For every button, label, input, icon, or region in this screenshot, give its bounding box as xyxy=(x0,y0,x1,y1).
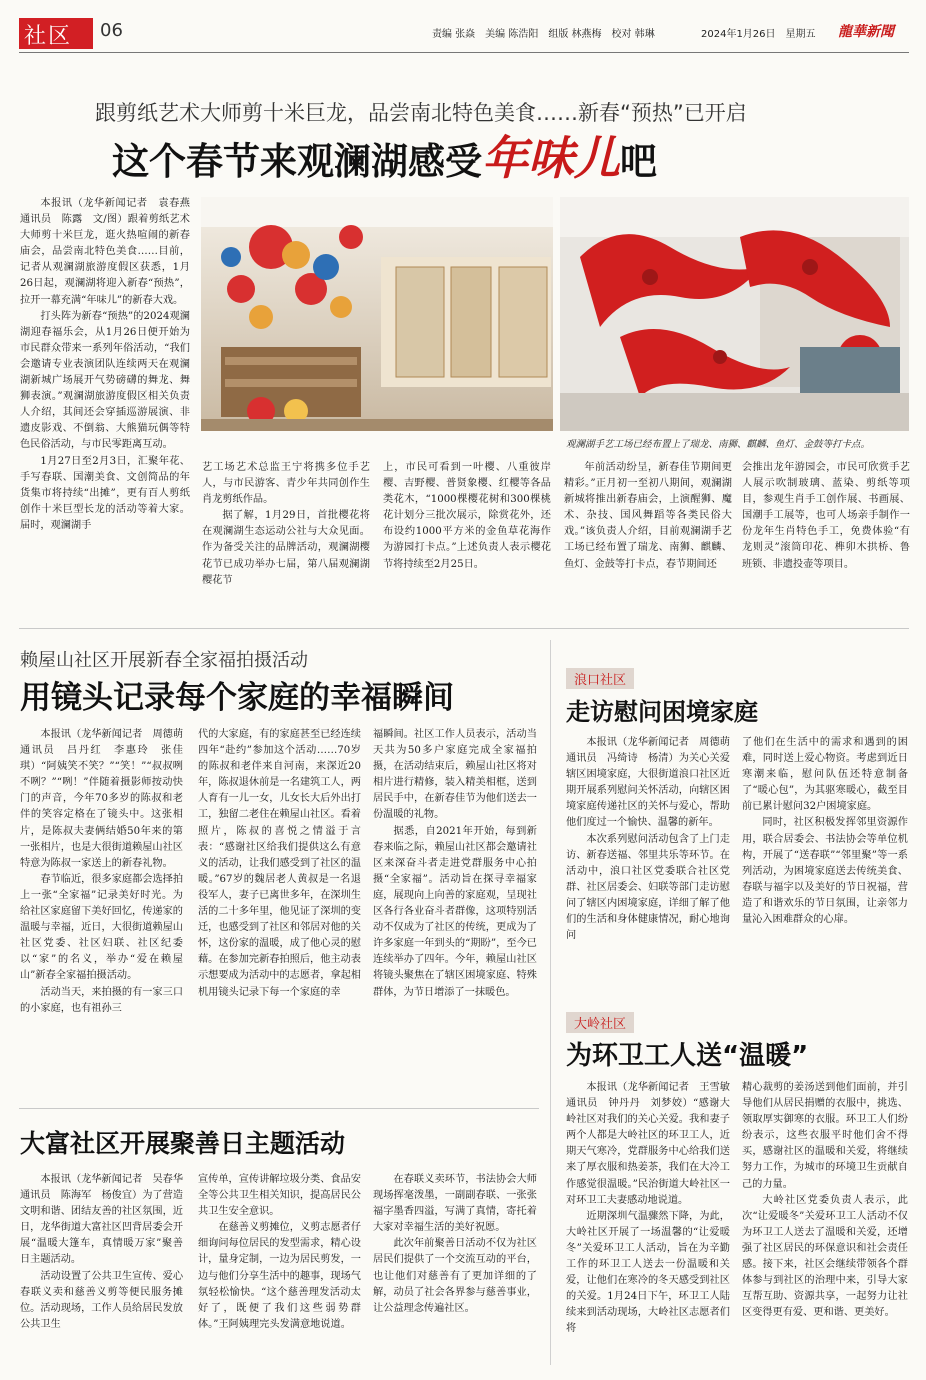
story5-column-2: 宣传单，宣传讲解垃圾分类、食品安全等公共卫生相关知识，提高居民公共卫生安全意识。 在慈善义剪摊位，义剪志愿者仔细询问每位居民的发型需求，精心设计，量身定制，一边为居民剪发，一边与他们分享生活中的趣事，现场气氛轻松愉快。“这个慈善理发活动太好了，既便了我们这些弱势群体。”王阿姨理完头发满意地说道。 xyxy=(198,1174,362,1330)
lead-column-4: 年前活动纷呈，新春佳节期间更精彩。”正月初一至初八期间，观澜湖新城将推出新春庙会，上演醒狮、魔术、杂技、国风舞蹈等各类民俗大戏。”该负责人介绍，目前观澜湖手艺工场已经布置了瑞龙、南狮、麒麟、鱼灯、金鼓等打卡点，春节期间还 xyxy=(564,462,732,570)
story2-kicker: 赖屋山社区开展新春全家福拍摄活动 xyxy=(20,650,308,671)
story3-column-1: 本报讯（龙华新闻记者 周德萌 通讯员 冯绮诗 杨清）为关心关爱辖区困境家庭，大很街道浪口社区近期开展系列慰问关怀活动，向辖区困境家庭传递社区的关怀与爱心，帮助他们度过一个愉快、温馨的新年。 本次系列慰问活动包含了上门走访、新春送福、邻里共乐等环节。在活动中，浪口社区党委联合社区党群、社区居委会、妇联等部门走访慰问了辖区内困境家庭，详细了解了他们的生活和身体健康情况，耐心地询问 xyxy=(566,737,741,942)
story5-column-1: 本报讯（龙华新闻记者 吴春华 通讯员 陈海军 杨俊宜）为了营造文明和谐、团结友善的社区氛围，近日，龙华街道大富社区凹背居委会开展“温暖大篷车，真情暖万家”聚善日主题活动。 活动设置了公共卫生宣传、爱心春联义卖和慈善义剪等便民服务摊位。活动现场，工作人员给居民发放公共卫生 xyxy=(20,1174,194,1330)
story5-top-rule xyxy=(19,1108,539,1109)
story4-column-2: 精心裁剪的姜汤送到他们面前，并引导他们从居民捐赠的衣服中，挑选、领取厚实御寒的衣服。环卫工人们纷纷表示，这些衣服平时他们舍不得买，感谢社区的温暖和关爱，将继续努力工作，为城市的环境卫生贡献自己的力量。 大岭社区党委负责人表示，此次“让爱暖冬”关爱环卫工人活动不仅为环卫工人送去了温暖和关爱，还增强了社区居民的环保意识和社会责任感。接下来，社区会继续带领各个群体参与到社区的治理中来，引导大家互帮互助、资源共享，一起努力让社区变得更有爱、更和谐、更美好。 xyxy=(742,1082,908,1319)
story2-headline: 用镜头记录每个家庭的幸福瞬间 xyxy=(20,680,454,716)
photo-caption: 观澜湖手艺工场已经布置上了瑞龙、南狮、麒麟、鱼灯、金鼓等打卡点。 xyxy=(566,439,871,450)
lead-headline-accent: 年味儿 xyxy=(482,131,620,185)
story2-column-1: 本报讯（龙华新闻记者 周德萌 通讯员 吕丹红 李惠玲 张佳琪）“阿姨笑不笑？”“笑！”“叔叔咧不咧？”“咧！”伴随着摄影师按动快门的声音，今年70多岁的陈叔和老伴的笑容定格在了镜头中。这张相片，是陈叔夫妻俩结婚50年来的第一张相片，也是大很街道赖屋山社区特意为陈叔一家送上的新春礼物。 春节临近，很多家庭都会选择拍上一张“全家福”记录美好时光。为给社区家庭留下美好回忆，传递家的温暖与幸福，近日，大很街道赖屋山社区党委、社区妇联、社区纪委以“家”的名义，举办“爱在赖屋山”新春全家福拍摄活动。 活动当天，来拍摄的有一家三口的小家庭，也有祖孙三 xyxy=(20,729,194,1014)
lead-column-3: 上，市民可看到一叶樱、八重彼岸樱、吉野樱、普贤象樱、红樱等各品类花木，“1000棵樱花树和300棵桃花计划分三批次展示，除赏花外，还布设约1000平方米的金鱼草花海作为游园打卡点。”上述负责人表示樱花节将持续至2月25日。 xyxy=(383,462,551,570)
lead-column-1: 本报讯（龙华新闻记者 袁春燕 通讯员 陈露 文/图）跟着剪纸艺术大师剪十米巨龙，逛火热喧闹的新春庙会，品尝南北特色美食……目前，记者从观澜湖旅游度假区获悉，1月26日起，观澜湖将迎入新春“预热”，拉开一幕充满“年味儿”的新春大戏。 打头阵为新春“预热”的2024观澜湖迎春福乐会，从1月26日便开始为市民群众带来一系列年俗活动，“我们会邀请专业表演团队连续两天在观澜湖新城广场展开气势磅礴的舞龙、舞狮表演。”观澜湖旅游度假区相关负责人介绍，其间还会穿插巡游展演、非遗皮影戏、不倒翁、大熊猫玩偶等特色民俗活动，与市民零距离互动。 1月27日至2月3日，汇聚年花、手写春联、国潮美食、文创简品的年货集市将持续“出摊”，更有百人剪纸创作十米巨型长龙的活动等着大家。届时，观澜湖手 xyxy=(20,198,201,531)
story4-tag: 大岭社区 xyxy=(566,1012,634,1033)
story4-column-1: 本报讯（龙华新闻记者 王雪敏 通讯员 钟丹丹 刘梦姣）“感谢大岭社区对我们的关心关爱。我和妻子两个人都是大岭社区的环卫工人，近期天气寒冷，党群服务中心给我们送来了厚衣服和热姜茶，我们在大冷工作感觉很温暖。”民治街道大岭社区一对环卫工夫妻感动地说道。 近期深圳气温骤然下降，为此，大岭社区开展了一场温馨的“让爱暖冬”关爱环卫工人活动，旨在为辛勤工作的环卫工人送去一份温暖和关爱，让他们在寒冷的冬天感受到社区的关爱。1月24日下午，环卫工人陆续来到活动现场，大岭社区志愿者们将 xyxy=(566,1082,741,1335)
story5-headline: 大富社区开展聚善日主题活动 xyxy=(20,1129,346,1158)
lead-photo-papercut xyxy=(560,197,909,431)
story3-tag: 浪口社区 xyxy=(566,668,634,689)
masthead-rule xyxy=(19,52,909,53)
newspaper-logo: 龍華新聞 xyxy=(838,24,894,40)
story3-headline: 走访慰问困境家庭 xyxy=(566,698,758,726)
editors-line: 责编 张焱 美编 陈浩阳 组版 林燕梅 校对 韩琳 xyxy=(432,29,655,40)
story3-column-2: 了他们在生活中的需求和遇到的困难，同时送上爱心物资。考虑到近日寒潮来临，慰问队伍还特意制备了“暖心包”，为其驱寒暖心，截至目前已累计慰问32户困境家庭。 同时，社区积极发挥邻里资源作用，联合居委会、书法协会等单位机构，开展了“送春联”“邻里聚”等一系列活动，为困境家庭送去传统美食、春联与福字以及美好的节日祝福，营造了和谐欢乐的节日氛围，让亲邻力量沁入困难群众的心扉。 xyxy=(742,737,908,926)
lead-photo-shop-image xyxy=(201,197,553,431)
column-divider xyxy=(550,640,551,1365)
issue-date: 2024年1月26日 星期五 xyxy=(701,29,816,40)
page-number: 06 xyxy=(100,20,123,41)
story2-column-2: 代的大家庭，有的家庭甚至已经连续四年“赴约”参加这个活动……70岁的陈叔和老伴来自河南，来深近20年，陈叔退休前是一名建筑工人，两人育有一儿一女，儿女长大后外出打工，独留二老住在赖屋山社区。看着照片，陈叔的喜悦之情溢于言表：“感谢社区给我们提供这么有意义的活动，让我们感受到了社区的温暖。”67岁的魏居老人黄叔是一名退役军人，妻子已离世多年，在深圳生活的二十多年里，他见证了深圳的变迁，也感受到了社区和邻居对他的关怀，这份家的温暖，成了他心灵的慰藉。在参加完新春拍照后，他主动表示想要成为活动中的志愿者，拿起相机用镜头记录下每一个家庭的幸 xyxy=(198,729,361,998)
section-label: 社区 xyxy=(24,24,73,49)
masthead xyxy=(0,0,926,60)
lead-column-5: 会推出龙年游园会，市民可欣赏手艺人展示吹制玻璃、蓝染、剪纸等项目，参观生肖手工创作展、书画展、国潮手工展等，也可人场亲手制作一份龙年生肖特色手工，免费体验“有龙则灵”滚筒印花、榫卯木拱桥、鲁班锁、非遗投壶等项目。 xyxy=(742,462,910,570)
lead-bottom-rule xyxy=(19,628,909,629)
lead-photo-shop xyxy=(201,197,553,431)
lead-headline-part1: 这个春节来观澜湖感受 xyxy=(112,140,482,183)
lead-photo-papercut-image xyxy=(560,197,909,431)
lead-kicker: 跟剪纸艺术大师剪十米巨龙，品尝南北特色美食……新春“预热”已开启 xyxy=(95,101,747,125)
story5-column-3: 在春联义卖环节，书法协会大师现场挥毫泼墨，一副副春联、一张张福字墨香四溢，写满了真情，寄托着大家对幸福生活的美好祝愿。 此次年前聚善日活动不仅为社区居民们提供了一个交流互动的平台，也让他们对慈善有了更加详细的了解，动员了社会各界参与慈善事业，让公益理念传遍社区。 xyxy=(373,1174,537,1314)
story4-headline: 为环卫工人送“温暖” xyxy=(566,1041,809,1071)
story2-column-3: 福瞬间。社区工作人员表示，活动当天共为50多户家庭完成全家福拍摄，在活动结束后，赖屋山社区将对相片进行精修，装入精美相框，送到居民手中，在新春佳节为他们送去一份温暖的礼物。 据悉，自2021年开始，每到新春来临之际，赖屋山社区都会邀请社区来深奋斗者走进党群服务中心拍摄“全家福”。活动旨在探寻幸福家庭，展现向上向善的家庭观，呈现社区各行各业奋斗者群像，这项特别活动不仅成为了社区的传统，更成为了许多家庭一年到头的“期盼”，至今已连续举办了四年。今年，赖屋山社区将镜头聚焦在了辖区困境家庭、特殊群体，为节日增添了一抹暖色。 xyxy=(373,729,537,998)
lead-column-2: 艺工场艺术总监王宁将携多位手艺人，与市民游客、青少年共同创作生肖龙剪纸作品。 据了解，1月29日，首批樱花将在观澜湖生态运动公社与大众见面。作为备受关注的品牌活动，观澜湖樱花节已成功举办七届，第八届观澜湖樱花节 xyxy=(202,462,370,586)
lead-headline xyxy=(112,133,657,194)
lead-headline-part3: 吧 xyxy=(620,140,657,183)
